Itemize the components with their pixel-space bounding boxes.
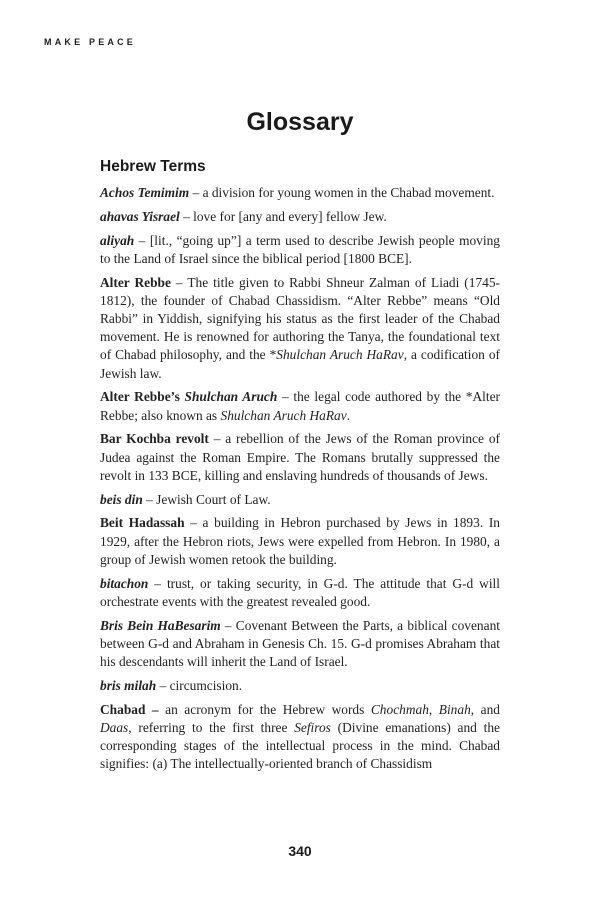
entry-term-italic: Shulchan Aruch [184, 389, 278, 405]
glossary-entry-achos-temimim [100, 184, 500, 202]
glossary-entry-bris-milah [100, 677, 500, 695]
entry-term: Alter Rebbe [100, 274, 171, 290]
glossary-entry-alter-rebbes-shulchan-aruch [100, 388, 500, 424]
glossary-entry-aliyah [100, 232, 500, 268]
entry-term: Achos Temimim [100, 185, 190, 200]
entry-term: Beit Hadassah [100, 515, 185, 531]
entry-term: bris milah [100, 677, 157, 693]
entry-definition: – [lit., “going up”] a term used to describe Jewish people moving to the Land of Israel since the biblical period [1800 BCE]. [100, 232, 500, 266]
glossary-entry-beis-din [100, 491, 500, 509]
entry-definition-italic: Shulchan Aruch HaRav [220, 407, 347, 423]
page-number: 340 [288, 843, 312, 859]
glossary-entry-bar-kochba-revolt [100, 430, 500, 485]
entry-definition: (Divine emanations) and the corresponding stages of the intellectual process in the mind. Chabad signifies: (a) The intellectually-oriented branch of Chassidism [100, 719, 501, 772]
entry-definition: an acronym for the Hebrew words [158, 701, 371, 717]
entry-term: ahavas Yisrael [100, 208, 180, 224]
glossary-entries [100, 184, 500, 779]
entry-definition: – Jewish Court of Law. [142, 491, 271, 507]
entry-definition: – circumcision. [156, 677, 243, 693]
entry-definition: – a rebellion of the Jews of the Roman province of Judea against the Roman Empire. The Romans brutally suppressed the revolt in 133 BCE, killing and enslaving hundreds of thousands of Jews. [100, 431, 500, 483]
entry-definition: , [428, 701, 439, 717]
running-head: MAKE PEACE [44, 37, 137, 47]
entry-definition: , a codification of Jewish law. [100, 347, 500, 381]
entry-definition: – a division for young women in the Chabad movement. [189, 185, 495, 200]
entry-definition: – Covenant Between the Parts, a biblical covenant between G-d and Abraham in Genesis Ch. 15. G-d promises Abraham that his descendants will inherit the Land of Israel. [100, 617, 500, 670]
glossary-entry-bris-bein-habesarim [100, 617, 500, 672]
entry-definition-italic: Sefiros [294, 719, 331, 735]
entry-term: beis din [100, 491, 143, 507]
entry-term: Bar Kochba revolt [100, 431, 209, 447]
entry-term: aliyah [100, 232, 135, 248]
section-heading: Hebrew Terms [100, 158, 206, 175]
glossary-entry-chabad [100, 701, 500, 774]
entry-definition-italic: Binah [438, 701, 471, 717]
entry-definition: – The title given to Rabbi Shneur Zalman of Liadi (1745-1812), the founder of Chabad Chassidism. “Alter Rebbe” means “Old Rabbi” in Yiddish, signifying his status as the first leader of the Chabad movement. He is renowned for authoring the Tanya, the foundational text of Chabad philosophy, and the * [100, 274, 500, 363]
entry-term: Bris Bein HaBesarim [100, 617, 221, 633]
entry-definition-italic: Shulchan Aruch HaRav [276, 347, 404, 363]
entry-term: bitachon [100, 575, 149, 591]
entry-definition: – trust, or taking security, in G-d. The attitude that G-d will orchestrate events with the greatest revealed good. [100, 575, 500, 609]
entry-definition: , and [470, 701, 500, 717]
glossary-entry-alter-rebbe [100, 274, 500, 383]
page-title: Glossary [246, 108, 354, 136]
entry-term: Alter Rebbe’s [100, 389, 185, 405]
glossary-entry-beit-hadassah [100, 514, 500, 569]
entry-definition: – love for [any and every] fellow Jew. [179, 208, 387, 224]
entry-definition: – a building in Hebron purchased by Jews in 1893. In 1929, after the Hebron riots, Jews were expelled from Hebron. In 1980, a group of Jewish women retook the building. [100, 515, 500, 567]
glossary-entry-bitachon [100, 575, 500, 611]
entry-definition-italic: Chochmah [370, 701, 429, 717]
entry-definition: . [346, 407, 351, 423]
entry-definition: – the legal code authored by the *Alter Rebbe; also known as [100, 389, 500, 423]
entry-definition: , referring to the first three [128, 719, 295, 735]
entry-term: Chabad – [100, 701, 159, 717]
entry-definition-italic: Daas [100, 719, 129, 735]
glossary-entry-ahavas-yisrael [100, 208, 500, 226]
